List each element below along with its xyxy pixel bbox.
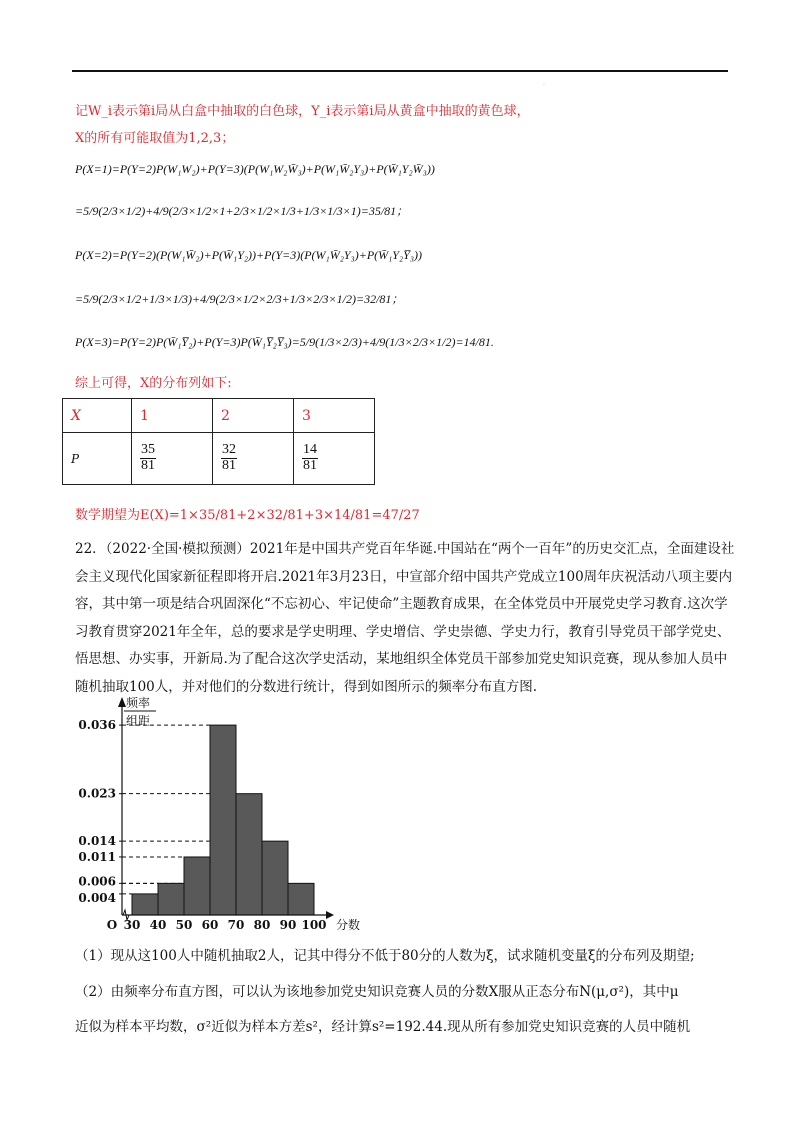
histogram-bar — [262, 841, 288, 915]
table-cell: X — [63, 399, 132, 433]
y-tick-label: 0.004 — [78, 890, 116, 905]
y-tick-label: 0.006 — [78, 874, 116, 889]
equation-1: P(X=1)=P(Y=2)P(W₁W₂)+P(Y=3)(P(W₁W₂W̄₃)+P(W₁W̄₂Y₃)+P(W̄₁Y₂W̄₃)) — [75, 162, 435, 176]
y-tick-label: 0.036 — [78, 718, 116, 733]
x-axis-arrow — [326, 911, 334, 919]
y-axis-label-top: 频率 — [126, 696, 151, 710]
y-tick-label: 0.014 — [78, 834, 116, 849]
header-dot: · — [543, 82, 545, 89]
distribution-table — [62, 398, 375, 485]
histogram-bar — [236, 794, 262, 915]
table-cell: 1 — [132, 399, 213, 433]
table-cell — [213, 433, 294, 485]
table-cell: P — [63, 433, 132, 485]
table-cell — [294, 433, 375, 485]
fraction — [302, 443, 318, 473]
question-2-line-2: 近似为样本平均数，σ²近似为样本方差s²，经计算s²=192.44.现从所有参加党史知识竞赛的人员中随机 — [75, 1019, 691, 1035]
summary-line: 综上可得，X的分布列如下: — [75, 376, 232, 391]
equation-4: =5/9(2/3×1/2+1/3×1/3)+4/9(2/3×1/2×2/3+1/3×2/3×1/2)=32/81； — [75, 292, 404, 306]
denominator: 81 — [141, 458, 155, 473]
x-tick-label: 100 — [301, 918, 327, 932]
denominator: 81 — [303, 458, 317, 473]
x-axis-label: 分数 — [336, 918, 361, 932]
table-row — [63, 399, 375, 433]
question-2-line-1: （2）由频率分布直方图，可以认为该地参加党史知识竞赛人员的分数X服从正态分布N(μ,σ²)，其中μ — [75, 984, 679, 1000]
x-tick-label: 30 — [123, 918, 141, 932]
equation-5: P(X=3)=P(Y=2)P(W̄₁Y̅₂)+P(Y=3)P(W̄₁Y̅₂Y̅₃)=5/9(1/3×2/3)+4/9(1/3×2/3×1/2)=14/81. — [75, 335, 494, 349]
histogram-bar — [288, 883, 314, 915]
table-cell: 2 — [213, 399, 294, 433]
x-tick-label: 80 — [253, 918, 271, 932]
header-rule — [72, 70, 728, 72]
y-axis-arrow — [118, 697, 126, 707]
y-tick-label: 0.023 — [78, 786, 116, 801]
x-tick-label: 90 — [279, 918, 297, 932]
table-cell — [132, 433, 213, 485]
solution-line-1: 记W_i表示第i局从白盒中抽取的白色球，Y_i表示第i局从黄盒中抽取的黄色球， — [75, 104, 530, 119]
table-cell: 3 — [294, 399, 375, 433]
y-axis-label-bottom: 组距 — [126, 714, 151, 728]
y-tick-label: 0.011 — [78, 849, 116, 864]
histogram-bar — [132, 894, 158, 915]
x-tick-label: 70 — [227, 918, 245, 932]
numerator: 14 — [303, 442, 317, 458]
origin-label: O — [106, 918, 118, 932]
histogram-bar — [184, 857, 210, 915]
numerator: 35 — [141, 442, 155, 458]
x-tick-label: 60 — [201, 918, 219, 932]
x-tick-label: 40 — [149, 918, 167, 932]
fraction — [140, 443, 156, 473]
table-row — [63, 433, 375, 485]
numerator: 32 — [222, 442, 236, 458]
denominator: 81 — [222, 458, 236, 473]
equation-3: P(X=2)=P(Y=2)(P(W₁W̄₂)+P(W̄₁Y₂))+P(Y=3)(P(W₁W̄₂Y₃)+P(W̄₁Y₂Y̅₃)) — [75, 248, 422, 262]
histogram-bar — [158, 883, 184, 915]
x-tick-label: 50 — [175, 918, 193, 932]
fraction — [221, 443, 237, 473]
equation-2: =5/9(2/3×1/2)+4/9(2/3×1/2×1+2/3×1/2×1/3+1/3×1/3×1)=35/81； — [75, 204, 409, 218]
histogram-bar — [210, 725, 236, 915]
problem-text: 22．（2022·全国·模拟预测）2021年是中国共产党百年华诞.中国站在“两个一百年”的历史交汇点，全面建设社会主义现代化国家新征程即将开启.2021年3月23日，中宣部介绍中国共产党成立100周年庆祝活动八项主要内容，其中第一项是结合巩固深化“不忘初心、牢记使命”主题教育成果，在全体党员中开展党史学习教育.这次学习教育贯穿2021年全年，总的要求是学史明理、学史增信、学史崇德、学史力行，教育引导党员干部学党史、悟思想、办实事，开新局.为了配合这次学史活动，某地组织全体党员干部参加党史知识竞赛，现从参加人员中随机抽取100人，并对他们的分数进行统计，得到如图所示的频率分布直方图. — [75, 541, 735, 695]
question-1: （1）现从这100人中随机抽取2人，记其中得分不低于80分的人数为ξ，试求随机变量ξ的分布列及期望; — [75, 948, 695, 964]
expectation-line: 数学期望为E(X)=1×35/81+2×32/81+3×14/81=47/27 — [75, 508, 420, 523]
solution-line-2: X的所有可能取值为1,2,3； — [75, 131, 235, 146]
frequency-histogram — [60, 693, 380, 933]
